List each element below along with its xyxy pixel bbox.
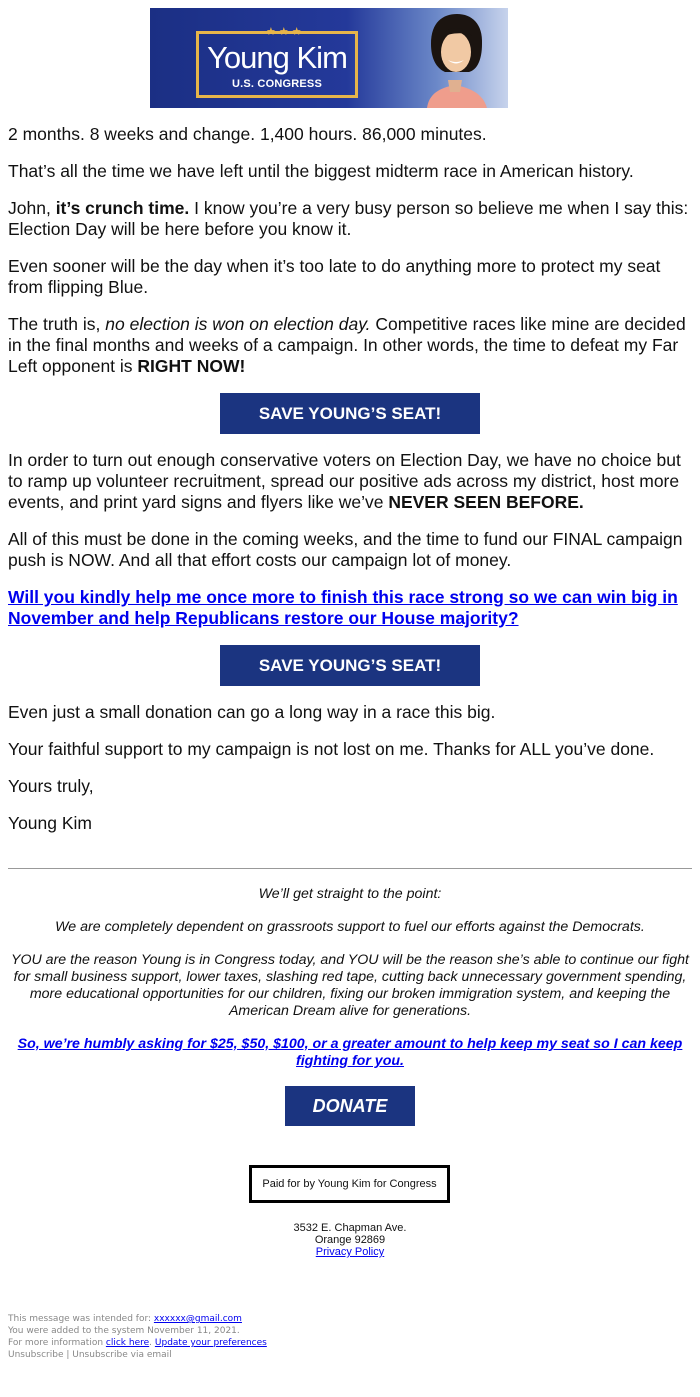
emphasis-text: no election is won on election day.: [105, 314, 371, 334]
emphasis-text: RIGHT NOW!: [137, 356, 246, 376]
logo-subtitle: U.S. CONGRESS: [231, 78, 322, 90]
donation-ask-link[interactable]: Will you kindly help me once more to finish this race strong so we can win big in November and help Republicans restore our House majority?: [8, 587, 678, 628]
unsubscribe-link[interactable]: Unsubscribe: [8, 1350, 64, 1360]
body-paragraph: Your faithful support to my campaign is not lost on me. Thanks for ALL you’ve done.: [8, 739, 655, 759]
unsubscribe-email-link[interactable]: Unsubscribe via email: [72, 1350, 172, 1360]
divider: [8, 868, 692, 869]
click-here-link[interactable]: click here: [105, 1338, 150, 1348]
body-paragraph: Even sooner will be the day when it’s too late to do anything more to protect my seat from flipping Blue.: [8, 256, 661, 297]
privacy-policy-row: [0, 1246, 700, 1258]
body-paragraph: The truth is, no election is won on election day. Competitive races like mine are decided in the final months and weeks of a campaign. In other words, the time to defeat my Far Left opponent is RIGHT NOW!: [8, 314, 686, 376]
body-paragraph: That’s all the time we have left until the biggest midterm race in American history.: [8, 161, 634, 181]
body-paragraph: All of this must be done in the coming weeks, and the time to fund our FINAL campaign push is NOW. And all that effort costs our campaign lot of money.: [8, 529, 683, 570]
donate-button[interactable]: DONATE: [285, 1086, 415, 1126]
appeal-ask: [8, 1036, 692, 1070]
save-youngs-seat-button[interactable]: SAVE YOUNG’S SEAT!: [220, 645, 480, 686]
logo-name: Young Kim: [207, 40, 347, 75]
appeal-text: YOU are the reason Young is in Congress today, and YOU will be the reason she’s able to continue our fight for small business support, lower taxes, slashing red tape, cutting back unnecessary government spending, more educational opportunities for our children, fixing our broken immigration system, and keeping the American Dream alive for generations.: [11, 952, 689, 1019]
body-paragraph: John, it’s crunch time. I know you’re a very busy person so believe me when I say this: Election Day will be here before you know it.: [8, 198, 689, 239]
appeal-intro: We’ll get straight to the point:: [258, 886, 442, 902]
footer-intended-for: This message was intended for: xxxxxx@gmail.com: [8, 1314, 242, 1324]
paid-for-disclaimer: Paid for by Young Kim for Congress: [249, 1165, 450, 1203]
signoff: Yours truly,: [8, 776, 94, 796]
candidate-portrait-icon: [405, 8, 508, 108]
emphasis-text: NEVER SEEN BEFORE.: [388, 492, 584, 512]
recipient-email-link[interactable]: xxxxxx@gmail.com: [153, 1314, 242, 1324]
privacy-policy-link[interactable]: Privacy Policy: [315, 1246, 385, 1258]
signature: Young Kim: [8, 813, 92, 833]
campaign-logo: [196, 31, 358, 98]
stars-icon: ★★★: [266, 26, 305, 38]
address-line: Orange 92869: [314, 1234, 386, 1246]
update-preferences-link[interactable]: Update your preferences: [154, 1338, 267, 1348]
header-banner: [150, 8, 508, 108]
appeal-ask-link[interactable]: So, we’re humbly asking for $25, $50, $100, or a greater amount to help keep my seat so I can keep fighting for you.: [17, 1036, 683, 1069]
body-paragraph: In order to turn out enough conservative voters on Election Day, we have no choice but to ramp up volunteer recruitment, spread our positive ads across my district, host more events, and print yard signs and flyers like we’ve NEVER SEEN BEFORE.: [8, 450, 681, 512]
body-paragraph: 2 months. 8 weeks and change. 1,400 hours. 86,000 minutes.: [8, 124, 487, 144]
save-youngs-seat-button[interactable]: SAVE YOUNG’S SEAT!: [220, 393, 480, 434]
footer-added-date: You were added to the system November 11, 2021.: [8, 1326, 240, 1336]
emphasis-text: it’s crunch time.: [55, 198, 190, 218]
body-paragraph: Even just a small donation can go a long way in a race this big.: [8, 702, 496, 722]
donation-ask-paragraph: [8, 587, 694, 629]
appeal-text: We are completely dependent on grassroots support to fuel our efforts against the Democrats.: [55, 919, 645, 935]
footer-more-info: For more information click here. Update your preferences: [8, 1338, 267, 1348]
footer-unsubscribe: Unsubscribe | Unsubscribe via email: [8, 1350, 172, 1360]
address-line: 3532 E. Chapman Ave.: [293, 1222, 407, 1234]
